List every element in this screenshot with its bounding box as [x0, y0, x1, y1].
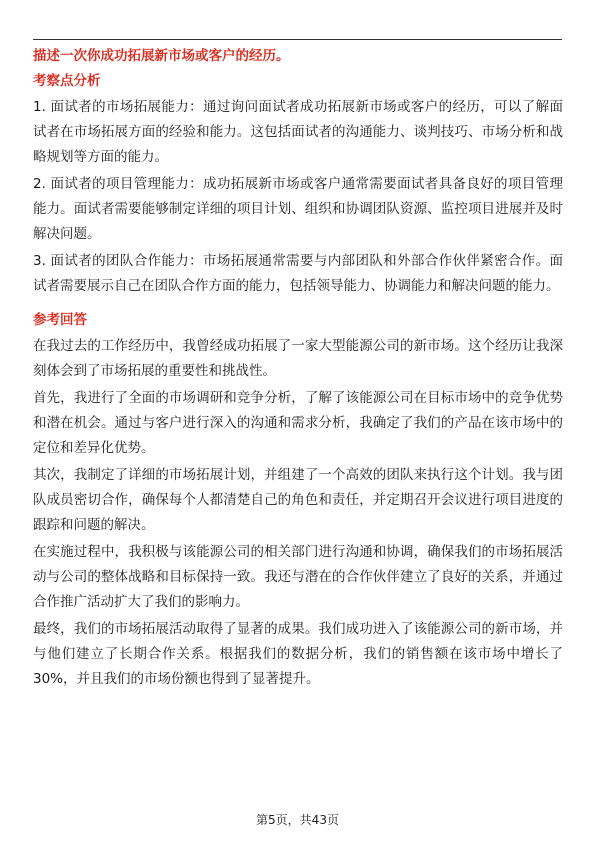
page-number: 第5页，共43页: [256, 813, 339, 827]
answer-paragraph: 首先，我进行了全面的市场调研和竞争分析，了解了该能源公司在目标市场中的竞争优势和潜在机会。通过与客户进行深入的沟通和需求分析，我确定了我们的产品在该市场中的定位和差异化优势。: [33, 390, 563, 456]
analysis-point: 2. 面试者的项目管理能力：成功拓展新市场或客户通常需要面试者具备良好的项目管理能力。面试者需要能够制定详细的项目计划、组织和协调团队资源、监控项目进展并及时解决问题。: [33, 176, 563, 242]
document-body: [33, 45, 563, 694]
answer-paragraph: 最终，我们的市场拓展活动取得了显著的成果。我们成功进入了该能源公司的新市场，并与他们建立了长期合作关系。根据我们的数据分析，我们的销售额在该市场中增长了30%，并且我们的市场份额也得到了显著提升。: [33, 621, 563, 687]
answer-paragraph: 在实施过程中，我积极与该能源公司的相关部门进行沟通和协调，确保我们的市场拓展活动与公司的整体战略和目标保持一致。我还与潜在的合作伙伴建立了良好的关系，并通过合作推广活动扩大了我们的影响力。: [33, 544, 563, 610]
top-divider: [33, 39, 562, 40]
analysis-heading: 考察点分析: [33, 73, 101, 89]
answer-heading: 参考回答: [33, 312, 87, 328]
analysis-point: 3. 面试者的团队合作能力：市场拓展通常需要与内部团队和外部合作伙伴紧密合作。面试者需要展示自己在团队合作方面的能力，包括领导能力、协调能力和解决问题的能力。: [33, 253, 563, 294]
question-title: 描述一次你成功拓展新市场或客户的经历。: [33, 48, 290, 64]
analysis-point: 1. 面试者的市场拓展能力：通过询问面试者成功拓展新市场或客户的经历，可以了解面试者在市场拓展方面的经验和能力。这包括面试者的沟通能力、谈判技巧、市场分析和战略规划等方面的能力。: [33, 99, 563, 165]
answer-paragraph: 其次，我制定了详细的市场拓展计划，并组建了一个高效的团队来执行这个计划。我与团队成员密切合作，确保每个人都清楚自己的角色和责任，并定期召开会议进行项目进度的跟踪和问题的解决。: [33, 467, 563, 533]
answer-paragraph: 在我过去的工作经历中，我曾经成功拓展了一家大型能源公司的新市场。这个经历让我深刻体会到了市场拓展的重要性和挑战性。: [33, 338, 563, 379]
